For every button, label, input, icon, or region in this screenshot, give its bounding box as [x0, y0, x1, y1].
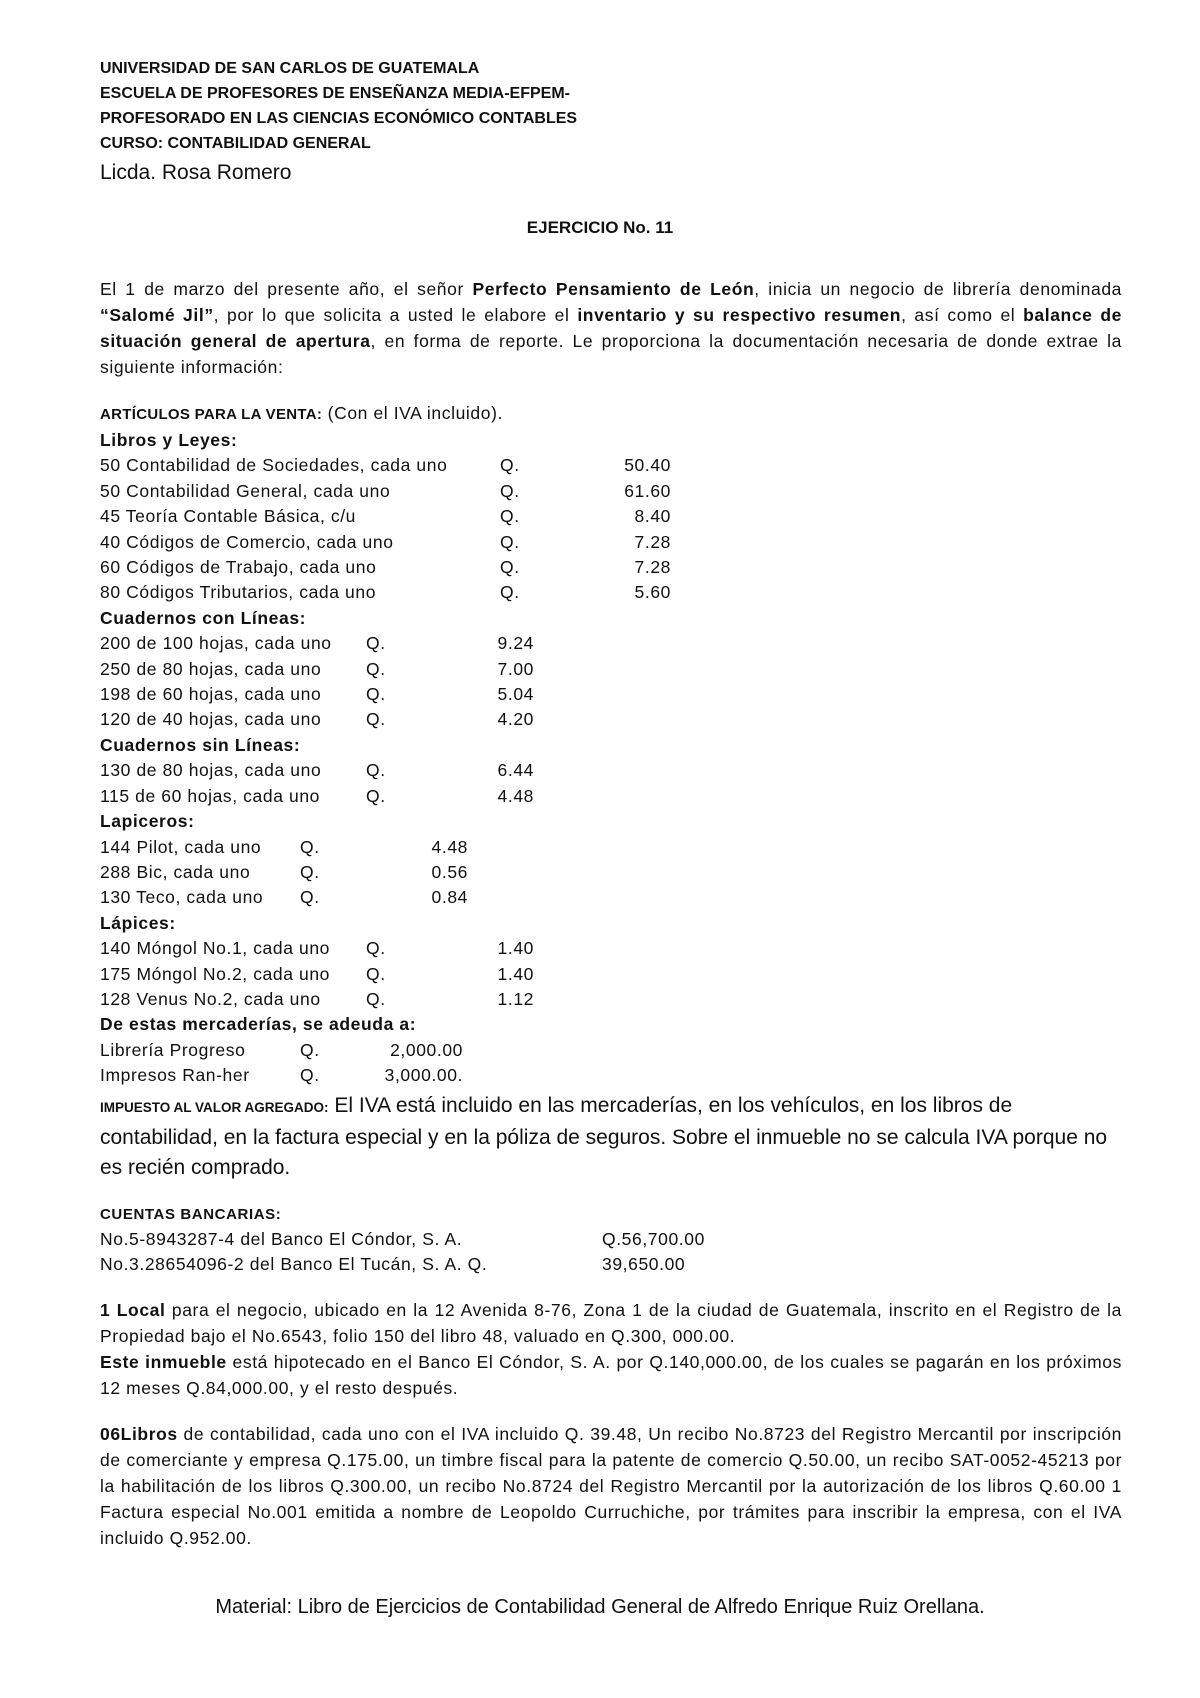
intro-paragraph	[100, 276, 1122, 380]
currency-symbol: Q.	[366, 709, 386, 730]
program-name: PROFESORADO EN LAS CIENCIAS ECONÓMICO CONTABLES	[100, 110, 578, 127]
document-header	[100, 56, 577, 188]
article-description: 250 de 80 hojas, cada uno	[100, 658, 322, 679]
article-description: 40 Códigos de Comercio, cada uno	[100, 531, 394, 552]
article-description: 50 Contabilidad de Sociedades, cada uno	[100, 455, 448, 476]
store-name: “Salomé Jil”	[100, 305, 214, 325]
bank-account-description: No.3.28654096-2 del Banco El Tucán, S. A. Q.	[100, 1253, 488, 1274]
category-label: Cuadernos con Líneas:	[100, 607, 307, 628]
books-text: de contabilidad, cada uno con el IVA incluido Q. 39.48, Un recibo No.8723 del Registro Mercantil por inscripción de comerciante y empresa Q.175.00, un timbre fiscal para la patente de comercio Q.50.00, un recibo SAT-0052-45213 por la habilitación de los libros Q.300.00, un recibo No.8724 del Registro Mercantil por la autorización de los libros Q.60.00 1 Factura especial No.001 emitida a nombre de Leopoldo Curruchiche, por trámites para inscribir la empresa, con el IVA incluido Q.952.00.	[100, 1424, 1122, 1549]
article-description: 140 Móngol No.1, cada uno	[100, 938, 331, 959]
owner-name: Perfecto Pensamiento de León	[472, 279, 755, 299]
article-amount: 6.44	[497, 760, 534, 781]
category-label: Lápices:	[100, 912, 176, 933]
balance-task: balance de situación general de apertura	[100, 305, 1122, 351]
article-row	[100, 479, 1122, 504]
currency-symbol: Q.	[300, 887, 320, 908]
currency-symbol: Q.	[366, 938, 386, 959]
category-label: Libros y Leyes:	[100, 430, 238, 450]
intro-text-5: , en forma de reporte. Le proporciona la documentación necesaria de donde extrae la siguiente información:	[100, 331, 1122, 377]
bank-accounts-list	[100, 1227, 1122, 1278]
bank-account-row	[100, 1227, 1122, 1252]
article-row	[100, 835, 1122, 860]
article-description: Impresos Ran-her	[100, 1065, 250, 1086]
article-amount: 9.24	[497, 633, 534, 654]
article-row	[100, 860, 1122, 885]
currency-symbol: Q.	[366, 963, 386, 984]
article-amount: 5.60	[634, 582, 671, 603]
teacher-name: Licda. Rosa Romero	[100, 161, 292, 184]
books-label: 06Libros	[100, 1424, 178, 1445]
currency-symbol: Q.	[366, 988, 386, 1009]
article-row	[100, 962, 1122, 987]
article-description: 288 Bic, cada uno	[100, 861, 251, 882]
article-amount: 4.20	[497, 709, 534, 730]
footer-source: Material: Libro de Ejercicios de Contabilidad General de Alfredo Enrique Ruiz Orellana.	[215, 1596, 985, 1618]
article-amount: 4.48	[431, 836, 468, 857]
article-row	[100, 530, 1122, 555]
article-amount: 1.40	[497, 938, 534, 959]
article-amount: 4.48	[497, 785, 534, 806]
article-description: 50 Contabilidad General, cada uno	[100, 480, 391, 501]
article-amount: 1.12	[497, 988, 534, 1009]
currency-symbol: Q.	[300, 1039, 320, 1060]
inventory-task: inventario y su respectivo resumen	[577, 305, 902, 325]
article-amount: 7.00	[497, 658, 534, 679]
article-row	[100, 784, 1122, 809]
currency-symbol: Q.	[300, 861, 320, 882]
article-amount: 8.40	[634, 506, 671, 527]
article-row	[100, 657, 1122, 682]
articles-list	[100, 428, 1122, 1089]
article-amount: 3,000.00.	[384, 1065, 463, 1086]
article-description: 130 Teco, cada uno	[100, 887, 264, 908]
articles-heading	[100, 400, 1122, 428]
article-row	[100, 707, 1122, 732]
article-row	[100, 885, 1122, 910]
article-description: 45 Teoría Contable Básica, c/u	[100, 506, 357, 527]
iva-note	[100, 1091, 1122, 1183]
article-description: 115 de 60 hojas, cada uno	[100, 785, 320, 806]
article-row	[100, 1063, 1122, 1088]
iva-note-label: IMPUESTO AL VALOR AGREGADO:	[100, 1099, 329, 1115]
category-label: Lapiceros:	[100, 811, 195, 832]
local-text-1: para el negocio, ubicado en la 12 Avenida 8-76, Zona 1 de la ciudad de Guatemala, inscrito en el Registro de la Propiedad bajo el No.6543, folio 150 del libro 48, valuado en Q.300, 000.00.	[100, 1300, 1122, 1347]
article-amount: 7.28	[634, 557, 671, 578]
article-row	[100, 682, 1122, 707]
article-row	[100, 936, 1122, 961]
bank-account-amount: Q.56,700.00	[602, 1228, 705, 1249]
currency-symbol: Q.	[500, 531, 520, 552]
currency-symbol: Q.	[366, 684, 386, 705]
currency-symbol: Q.	[366, 785, 386, 806]
article-row	[100, 453, 1122, 478]
currency-symbol: Q.	[500, 455, 520, 476]
article-description: Librería Progreso	[100, 1039, 246, 1060]
currency-symbol: Q.	[500, 506, 520, 527]
currency-symbol: Q.	[366, 658, 386, 679]
intro-text-4: , así como el	[901, 305, 1024, 325]
article-row	[100, 555, 1122, 580]
article-row	[100, 987, 1122, 1012]
currency-symbol: Q.	[366, 633, 386, 654]
intro-text-2: , inicia un negocio de librería denominada	[754, 279, 1122, 299]
school-name: ESCUELA DE PROFESORES DE ENSEÑANZA MEDIA-EFPEM-	[100, 85, 570, 102]
article-amount: 0.56	[431, 861, 468, 882]
property-label: Este inmueble	[100, 1352, 227, 1373]
article-amount: 5.04	[497, 684, 534, 705]
article-description: 128 Venus No.2, cada uno	[100, 988, 321, 1009]
article-amount: 1.40	[497, 963, 534, 984]
article-description: 120 de 40 hojas, cada uno	[100, 709, 322, 730]
articles-title-note: (Con el IVA incluido).	[322, 403, 503, 423]
currency-symbol: Q.	[500, 480, 520, 501]
article-amount: 7.28	[634, 531, 671, 552]
local-paragraph	[100, 1297, 1122, 1401]
currency-symbol: Q.	[500, 557, 520, 578]
article-row	[100, 504, 1122, 529]
course-name: CURSO: CONTABILIDAD GENERAL	[100, 135, 371, 152]
bank-account-description: No.5-8943287-4 del Banco El Cóndor, S. A.	[100, 1228, 463, 1249]
article-description: 130 de 80 hojas, cada uno	[100, 760, 322, 781]
local-text-2: está hipotecado en el Banco El Cóndor, S. A. por Q.140,000.00, de los cuales se pagarán en los próximos 12 meses Q.84,000.00, y el resto después.	[100, 1352, 1122, 1399]
currency-symbol: Q.	[500, 582, 520, 603]
article-row	[100, 758, 1122, 783]
article-row	[100, 1038, 1122, 1063]
document-body	[100, 276, 1122, 1551]
intro-text-3: , por lo que solicita a usted le elabore el	[213, 305, 578, 325]
intro-text-1: El 1 de marzo del presente año, el señor	[100, 279, 473, 299]
currency-symbol: Q.	[300, 1065, 320, 1086]
article-row	[100, 580, 1122, 605]
currency-symbol: Q.	[300, 836, 320, 857]
article-row	[100, 631, 1122, 656]
category-label: De estas mercaderías, se adeuda a:	[100, 1014, 417, 1035]
article-amount: 2,000.00	[390, 1039, 463, 1060]
article-amount: 61.60	[624, 480, 671, 501]
bank-accounts-title: CUENTAS BANCARIAS:	[100, 1205, 282, 1223]
article-description: 175 Móngol No.2, cada uno	[100, 963, 331, 984]
article-amount: 0.84	[431, 887, 468, 908]
local-label: 1 Local	[100, 1300, 166, 1321]
article-description: 200 de 100 hojas, cada uno	[100, 633, 332, 654]
bank-account-row	[100, 1252, 1122, 1277]
article-description: 198 de 60 hojas, cada uno	[100, 684, 322, 705]
articles-title: ARTÍCULOS PARA LA VENTA:	[100, 406, 323, 423]
university-name: UNIVERSIDAD DE SAN CARLOS DE GUATEMALA	[100, 60, 480, 77]
bank-account-amount: 39,650.00	[602, 1253, 686, 1274]
article-amount: 50.40	[624, 455, 671, 476]
article-description: 60 Códigos de Trabajo, cada uno	[100, 557, 377, 578]
article-description: 144 Pilot, cada uno	[100, 836, 262, 857]
exercise-title: EJERCICIO No. 11	[526, 218, 674, 237]
article-description: 80 Códigos Tributarios, cada uno	[100, 582, 377, 603]
iva-note-text: El IVA está incluido en las mercaderías, en los vehículos, en los libros de contabilidad, en la factura especial y en la póliza de seguros. Sobre el inmueble no se calcula IVA porque no es recién comprado.	[100, 1093, 1108, 1179]
books-paragraph	[100, 1421, 1122, 1551]
category-label: Cuadernos sin Líneas:	[100, 734, 301, 755]
currency-symbol: Q.	[366, 760, 386, 781]
